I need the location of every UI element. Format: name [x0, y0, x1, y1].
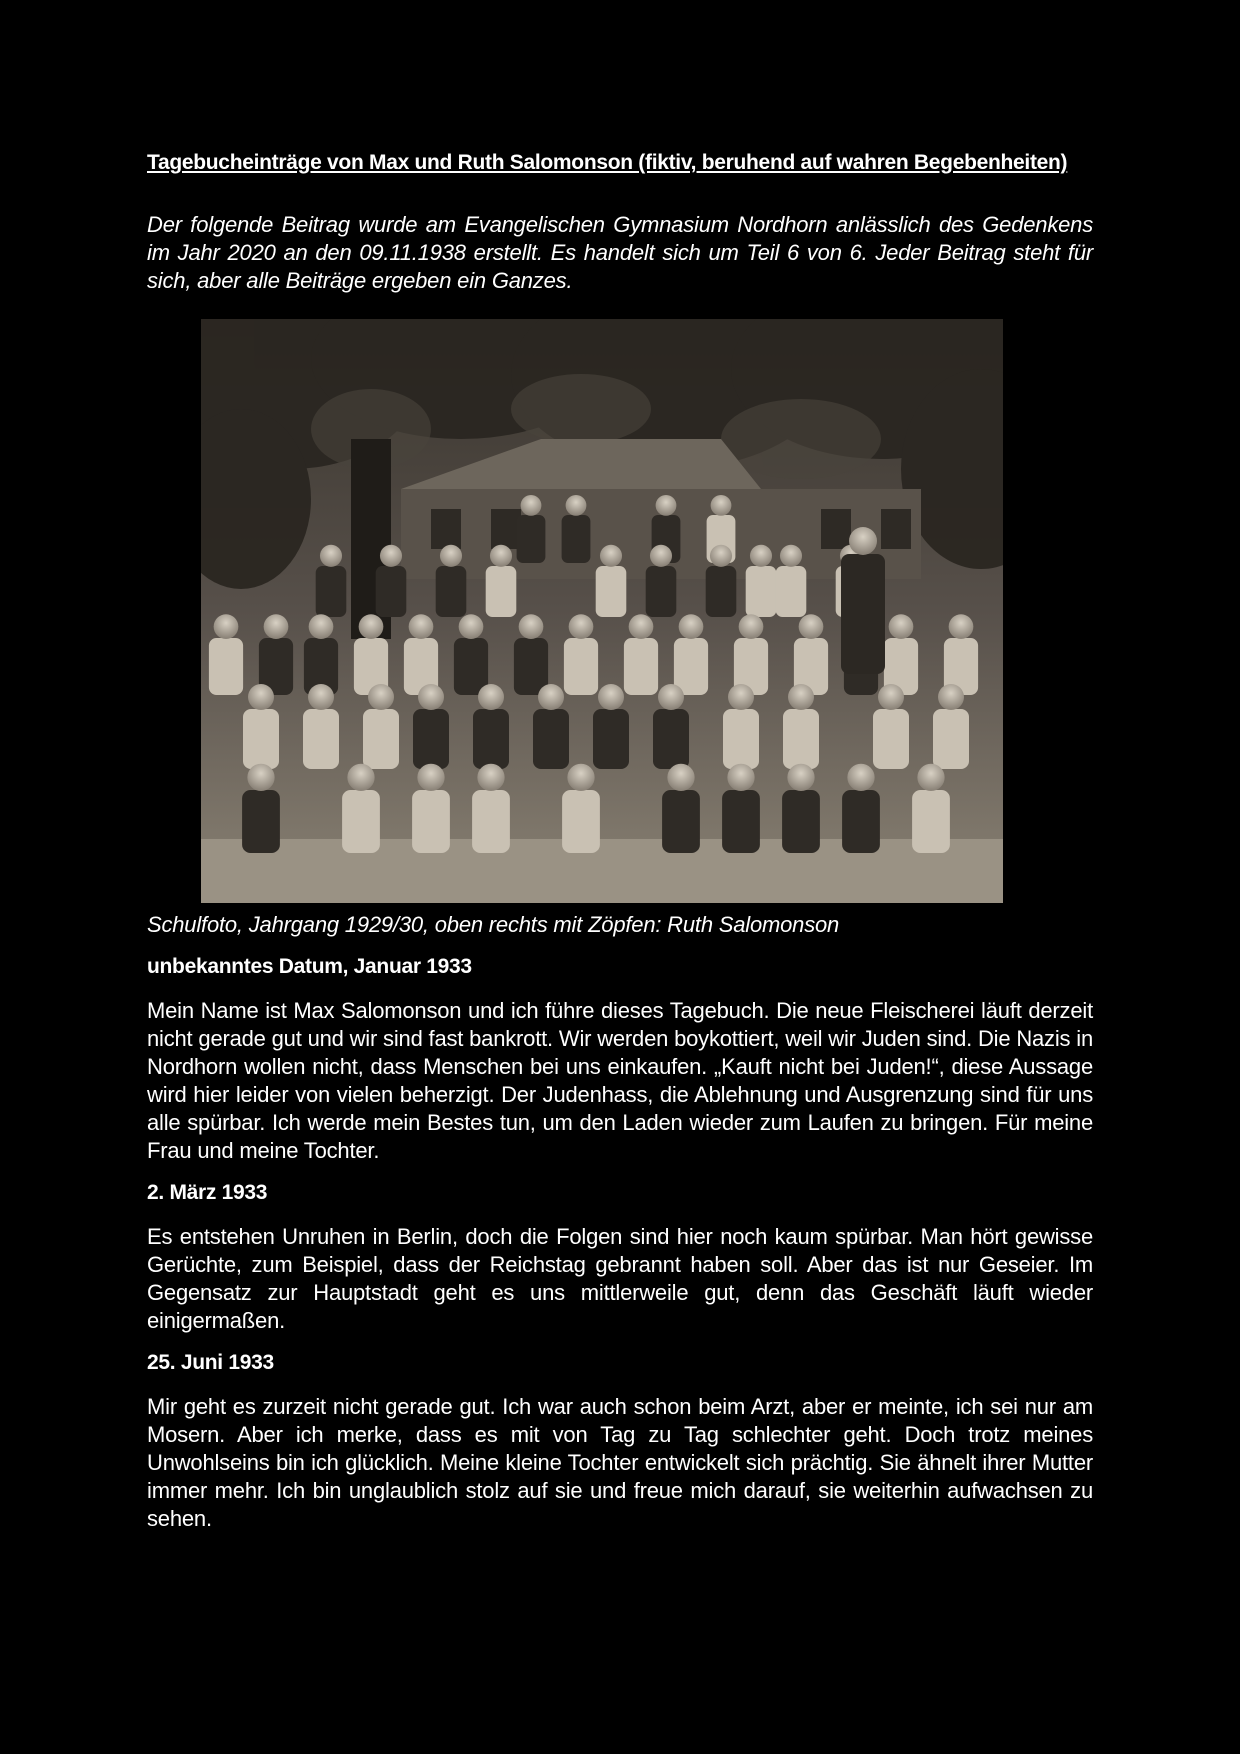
child-figure: [242, 790, 280, 853]
child-head: [320, 545, 342, 567]
child-head: [248, 684, 274, 710]
entry-text: Mir geht es zurzeit nicht gerade gut. Ich war auch schon beim Arzt, aber er meinte, ich sei nur am Mosern. Aber ich merke, dass es mit von Tag zu Tag schlechter geht. Doch trotz meines Unwohlseins bin ich glücklich. Meine kleine Tochter entwickelt sich prächtig. Sie ähnelt ihrer Mutter immer mehr. Ich bin unglaublich stolz auf sie und freue mich darauf, sie weiterhin aufwachsen zu sehen.: [147, 1394, 1093, 1531]
child-head: [710, 545, 732, 567]
child-head: [359, 614, 384, 639]
child-head: [739, 614, 764, 639]
child-figure: [342, 790, 380, 853]
child-figure: [873, 709, 909, 769]
child-head: [658, 684, 684, 710]
document-page: [147, 148, 1093, 1533]
child-figure: [933, 709, 969, 769]
child-figure: [782, 790, 820, 853]
child-figure: [533, 709, 569, 769]
child-head: [878, 684, 904, 710]
child-figure: [783, 709, 819, 769]
child-figure: [363, 709, 399, 769]
child-head: [780, 545, 802, 567]
child-figure: [562, 515, 591, 563]
entry-text: Mein Name ist Max Salomonson und ich führe dieses Tagebuch. Die neue Fleischerei läuft derzeit nicht gerade gut und wir sind fast bankrott. Wir werden boykottiert, weil wir Juden sind. Die Nazis in Nordhorn wollen nicht, dass Menschen bei uns einkaufen. „Kauft nicht bei Juden!“, diese Aussage wird hier leider von vielen beherzigt. Der Judenhass, die Ablehnung und Ausgrenzung sind für uns alle spürbar. Ich werde mein Bestes tun, um den Laden wieder zum Laufen zu bringen. Für meine Frau und meine Tochter.: [147, 998, 1093, 1163]
entry-date: unbekanntes Datum, Januar 1933: [147, 955, 472, 978]
child-head: [629, 614, 654, 639]
child-head: [459, 614, 484, 639]
child-figure: [722, 790, 760, 853]
child-figure: [454, 638, 488, 695]
child-figure: [243, 709, 279, 769]
child-figure: [209, 638, 243, 695]
child-figure: [706, 566, 737, 617]
child-head: [566, 495, 587, 516]
child-figure: [776, 566, 807, 617]
child-head: [409, 614, 434, 639]
child-head: [656, 495, 677, 516]
child-head: [247, 764, 274, 791]
child-figure: [593, 709, 629, 769]
child-figure: [486, 566, 517, 617]
document-title: Tagebucheinträge von Max und Ruth Salomonson (fiktiv, beruhend auf wahren Begebenheiten): [147, 151, 1068, 174]
child-head: [711, 495, 732, 516]
child-head: [728, 684, 754, 710]
child-head: [309, 614, 334, 639]
child-head: [788, 684, 814, 710]
child-figure: [596, 566, 627, 617]
child-head: [380, 545, 402, 567]
child-figure: [412, 790, 450, 853]
child-head: [917, 764, 944, 791]
child-head: [477, 764, 504, 791]
child-head: [519, 614, 544, 639]
child-figure: [514, 638, 548, 695]
child-figure: [376, 566, 407, 617]
child-head: [308, 684, 334, 710]
teacher-figure: [841, 554, 885, 674]
intro-paragraph: Der folgende Beitrag wurde am Evangelischen Gymnasium Nordhorn anlässlich des Gedenkens im Jahr 2020 an den 09.11.1938 erstellt. Es handelt sich um Teil 6 von 6. Jeder Beitrag steht für sich, aber alle Beiträge ergeben ein Ganzes.: [147, 212, 1093, 293]
teacher-head: [849, 527, 877, 555]
child-figure: [653, 709, 689, 769]
child-head: [847, 764, 874, 791]
child-figure: [624, 638, 658, 695]
entry-text: Es entstehen Unruhen in Berlin, doch die Folgen sind hier noch kaum spürbar. Man hört gewisse Gerüchte, zum Beispiel, dass der Reichstag gebrannt haben soll. Aber das ist nur Geseier. Im Gegensatz zur Hauptstadt geht es uns mittlerweile gut, denn das Geschäft läuft wieder einigermaßen.: [147, 1224, 1093, 1333]
photo-caption: Schulfoto, Jahrgang 1929/30, oben rechts mit Zöpfen: Ruth Salomonson: [147, 912, 840, 937]
child-head: [490, 545, 512, 567]
child-head: [347, 764, 374, 791]
child-head: [750, 545, 772, 567]
child-head: [440, 545, 462, 567]
child-head: [889, 614, 914, 639]
child-head: [538, 684, 564, 710]
entry-date: 25. Juni 1933: [147, 1351, 274, 1374]
child-figure: [674, 638, 708, 695]
child-head: [478, 684, 504, 710]
entry-1: [147, 953, 1093, 1165]
child-head: [787, 764, 814, 791]
child-figure: [413, 709, 449, 769]
child-figure: [472, 790, 510, 853]
child-head: [667, 764, 694, 791]
entry-2: [147, 1179, 1093, 1335]
child-figure: [517, 515, 546, 563]
child-head: [727, 764, 754, 791]
child-head: [417, 764, 444, 791]
child-head: [569, 614, 594, 639]
entry-3: [147, 1349, 1093, 1533]
child-head: [799, 614, 824, 639]
child-figure: [303, 709, 339, 769]
child-figure: [473, 709, 509, 769]
child-figure: [723, 709, 759, 769]
child-head: [938, 684, 964, 710]
child-head: [949, 614, 974, 639]
child-head: [679, 614, 704, 639]
child-figure: [562, 790, 600, 853]
child-head: [418, 684, 444, 710]
child-head: [264, 614, 289, 639]
child-figure: [662, 790, 700, 853]
child-figure: [646, 566, 677, 617]
entry-date: 2. März 1933: [147, 1181, 268, 1204]
child-figure: [436, 566, 467, 617]
child-head: [598, 684, 624, 710]
child-figure: [564, 638, 598, 695]
child-head: [650, 545, 672, 567]
child-figure: [316, 566, 347, 617]
school-photo: [201, 319, 1003, 903]
child-head: [600, 545, 622, 567]
child-head: [368, 684, 394, 710]
child-figure: [746, 566, 777, 617]
child-figure: [842, 790, 880, 853]
child-head: [214, 614, 239, 639]
child-head: [567, 764, 594, 791]
child-head: [521, 495, 542, 516]
child-figure: [912, 790, 950, 853]
